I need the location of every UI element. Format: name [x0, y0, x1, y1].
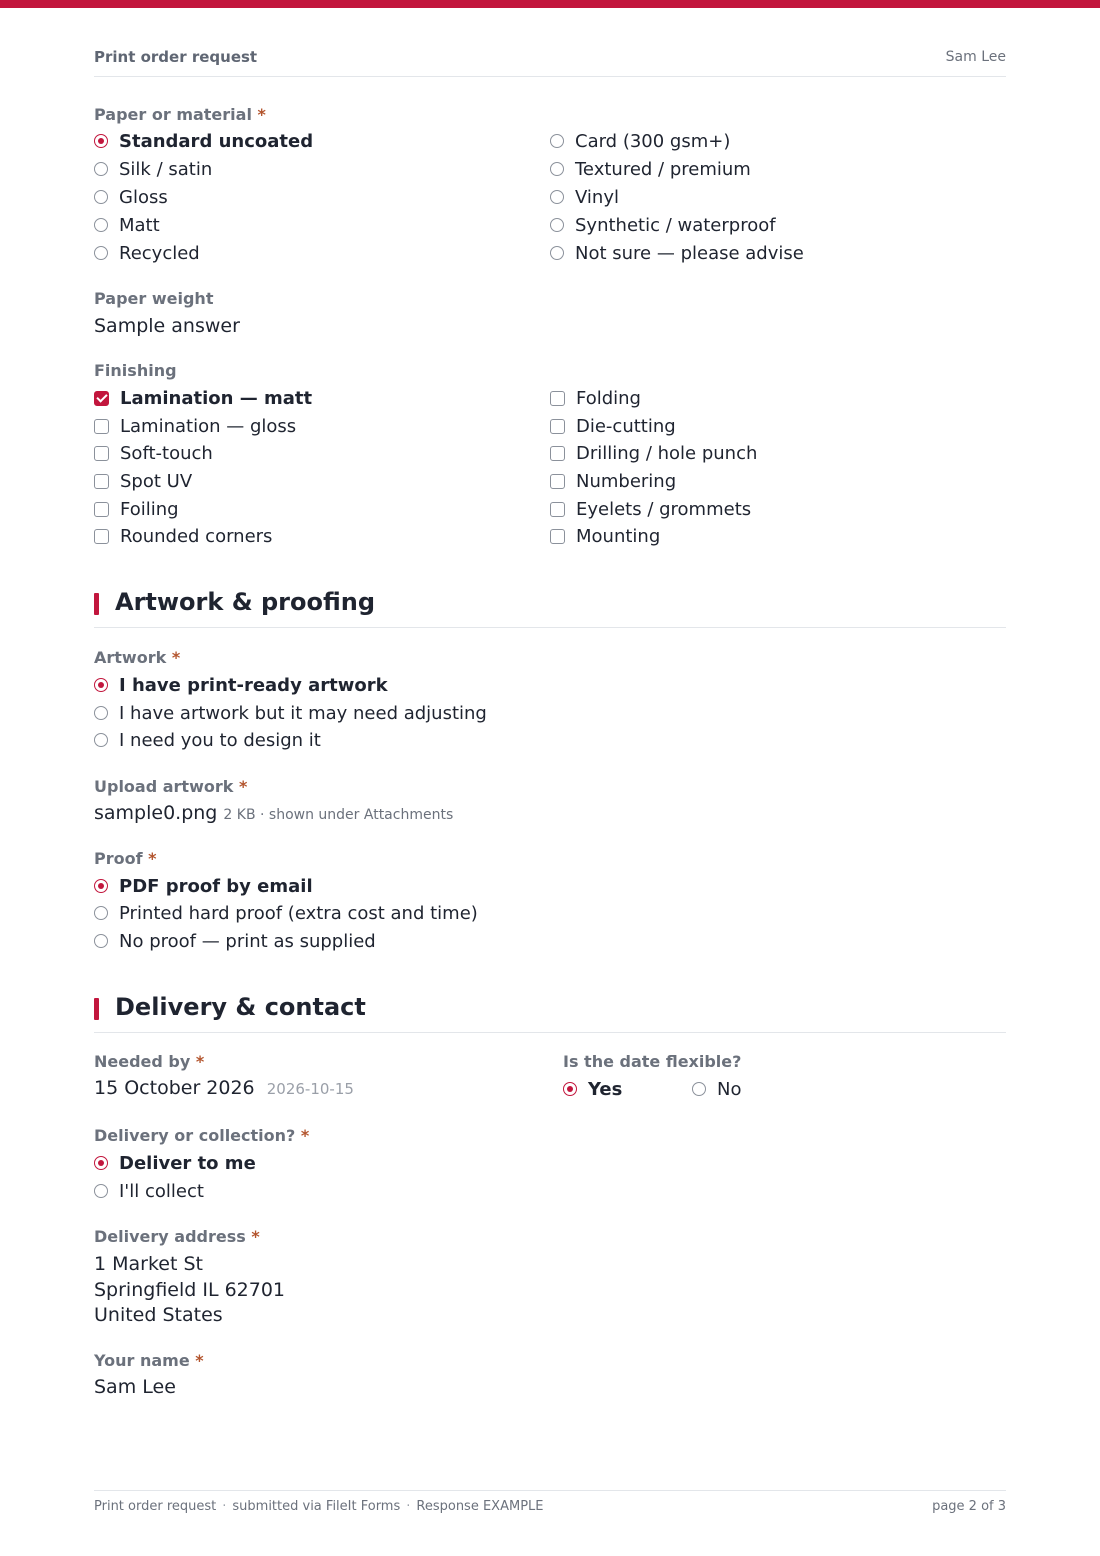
checkbox-icon [550, 529, 565, 544]
radio-icon [692, 1082, 706, 1096]
paper-option[interactable] [94, 212, 160, 238]
finishing-option[interactable] [94, 468, 192, 494]
page-header [94, 46, 1006, 77]
finishing-option[interactable] [550, 440, 757, 466]
required-marker: * [195, 1351, 204, 1370]
required-marker: * [300, 1126, 310, 1145]
needed-by-label [94, 1052, 204, 1071]
option-label: Soft-touch [120, 442, 213, 464]
proof-label-text: Proof [94, 849, 143, 868]
flexible-option-no[interactable] [692, 1076, 741, 1102]
section-artwork-proofing [94, 588, 1006, 628]
finishing-option[interactable] [550, 496, 751, 522]
option-label: Lamination — gloss [120, 415, 297, 437]
option-label: I have print-ready artwork [119, 674, 388, 696]
option-label: Drilling / hole punch [576, 442, 758, 464]
option-label: I'll collect [119, 1180, 204, 1202]
paper-option[interactable] [550, 240, 804, 266]
option-label: Matt [119, 214, 160, 236]
option-label: Rounded corners [120, 525, 273, 547]
option-label: Textured / premium [575, 158, 751, 180]
delivery-collection-label-text: Delivery or collection? [94, 1126, 296, 1145]
file-meta: 2 KB · shown under Attachments [223, 807, 454, 823]
needed-by-value [94, 1077, 354, 1099]
proof-label [94, 849, 157, 868]
footer-form-name: Print order request [94, 1499, 217, 1514]
checkbox-icon [94, 529, 109, 544]
option-label: Mounting [576, 525, 661, 547]
paper-option[interactable] [550, 128, 730, 154]
delivery-collection-label [94, 1126, 309, 1145]
section-accent-bar [94, 593, 99, 615]
checkbox-checked-icon [94, 391, 109, 406]
section-accent-bar [94, 998, 99, 1020]
option-label: Vinyl [575, 186, 619, 208]
uploaded-file [94, 802, 453, 824]
proof-option[interactable] [94, 873, 313, 899]
paper-material-label-text: Paper or material [94, 105, 252, 124]
option-label: No proof — print as supplied [119, 930, 376, 952]
date-flexible-label: Is the date flexible? [563, 1052, 742, 1071]
checkbox-icon [94, 474, 109, 489]
option-label: Deliver to me [119, 1152, 256, 1174]
finishing-option[interactable] [550, 523, 660, 549]
radio-icon [550, 190, 564, 204]
radio-icon [94, 934, 108, 948]
option-label: Printed hard proof (extra cost and time) [119, 902, 478, 924]
option-label: PDF proof by email [119, 875, 313, 897]
checkbox-icon [94, 419, 109, 434]
paper-weight-label: Paper weight [94, 289, 214, 308]
option-label: I have artwork but it may need adjusting [119, 702, 487, 724]
radio-icon [550, 246, 564, 260]
radio-icon [550, 162, 564, 176]
radio-icon [94, 190, 108, 204]
option-label: Eyelets / grommets [576, 498, 752, 520]
finishing-option[interactable] [550, 385, 641, 411]
finishing-option[interactable] [94, 523, 272, 549]
option-label: Folding [576, 387, 641, 409]
artwork-label-text: Artwork [94, 648, 167, 667]
needed-by-date: 15 October 2026 [94, 1077, 255, 1099]
finishing-option[interactable] [550, 468, 676, 494]
needed-by-label-text: Needed by [94, 1052, 191, 1071]
paper-material-label [94, 105, 266, 124]
finishing-label: Finishing [94, 361, 177, 380]
finishing-option[interactable] [94, 496, 179, 522]
option-label: Die-cutting [576, 415, 676, 437]
checkbox-icon [550, 502, 565, 517]
option-label: Standard uncoated [119, 130, 314, 152]
footer-separator: · [406, 1499, 411, 1514]
paper-option[interactable] [550, 212, 776, 238]
address-line: Springfield IL 62701 [94, 1278, 286, 1301]
finishing-option[interactable] [94, 413, 296, 439]
radio-icon [550, 218, 564, 232]
your-name-label-text: Your name [94, 1351, 190, 1370]
page-number: page 2 of 3 [932, 1499, 1006, 1514]
proof-option[interactable] [94, 900, 478, 926]
radio-icon [94, 706, 108, 720]
artwork-option[interactable] [94, 727, 321, 753]
respondent-name: Sam Lee [945, 49, 1006, 65]
radio-icon [94, 218, 108, 232]
required-marker: * [257, 105, 266, 124]
your-name-label [94, 1351, 204, 1370]
delivery-address-label [94, 1227, 260, 1246]
required-marker: * [251, 1227, 260, 1246]
option-label: Yes [588, 1078, 623, 1100]
form-title: Print order request [94, 48, 258, 66]
radio-selected-icon [563, 1082, 577, 1096]
page-footer [94, 1490, 1006, 1521]
finishing-option[interactable] [550, 413, 676, 439]
file-name[interactable]: sample0.png [94, 802, 218, 824]
artwork-option[interactable] [94, 672, 388, 698]
paper-option[interactable] [550, 184, 619, 210]
proof-option[interactable] [94, 928, 376, 954]
paper-option[interactable] [94, 156, 212, 182]
footer-info [94, 1499, 543, 1514]
required-marker: * [195, 1052, 205, 1071]
radio-icon [94, 1184, 108, 1198]
option-label: Recycled [119, 242, 200, 264]
paper-option[interactable] [94, 184, 168, 210]
option-label: No [717, 1078, 742, 1100]
radio-icon [94, 162, 108, 176]
delivery-option[interactable] [94, 1150, 256, 1176]
section-delivery-contact [94, 993, 1006, 1033]
radio-selected-icon [94, 134, 108, 148]
footer-submitted-via: submitted via FileIt Forms [232, 1499, 401, 1514]
radio-icon [94, 906, 108, 920]
address-line: United States [94, 1304, 223, 1326]
delivery-address-value [94, 1252, 285, 1329]
your-name-value: Sam Lee [94, 1376, 176, 1398]
upload-artwork-label [94, 777, 247, 796]
upload-artwork-label-text: Upload artwork [94, 777, 234, 796]
required-marker: * [171, 648, 181, 667]
radio-selected-icon [94, 1156, 108, 1170]
paper-option[interactable] [94, 240, 200, 266]
checkbox-icon [94, 446, 109, 461]
option-label: Card (300 gsm+) [575, 130, 731, 152]
checkbox-icon [550, 446, 565, 461]
option-label: Synthetic / waterproof [575, 214, 776, 236]
artwork-label [94, 648, 180, 667]
artwork-option[interactable] [94, 700, 487, 726]
radio-icon [94, 733, 108, 747]
option-label: Foiling [120, 498, 179, 520]
section-title: Delivery & contact [115, 993, 366, 1021]
option-label: Silk / satin [119, 158, 213, 180]
radio-selected-icon [94, 678, 108, 692]
checkbox-icon [550, 474, 565, 489]
flexible-option-yes[interactable] [563, 1076, 622, 1102]
checkbox-icon [94, 502, 109, 517]
option-label: Numbering [576, 470, 677, 492]
paper-weight-value: Sample answer [94, 315, 240, 337]
required-marker: * [238, 777, 248, 796]
required-marker: * [148, 849, 157, 868]
finishing-option[interactable] [94, 440, 213, 466]
delivery-option[interactable] [94, 1178, 204, 1204]
finishing-option[interactable] [94, 385, 312, 411]
radio-selected-icon [94, 879, 108, 893]
delivery-address-label-text: Delivery address [94, 1227, 246, 1246]
checkbox-icon [550, 391, 565, 406]
footer-separator: · [222, 1499, 227, 1514]
option-label: Spot UV [120, 470, 193, 492]
option-label: Gloss [119, 186, 168, 208]
radio-icon [550, 134, 564, 148]
accent-bar [0, 0, 1100, 8]
paper-option[interactable] [550, 156, 751, 182]
checkbox-icon [550, 419, 565, 434]
address-line: 1 Market St [94, 1253, 203, 1275]
paper-option[interactable] [94, 128, 313, 154]
needed-by-iso: 2026-10-15 [266, 1080, 354, 1098]
option-label: I need you to design it [119, 729, 321, 751]
footer-response-id: Response EXAMPLE [416, 1499, 544, 1514]
section-title: Artwork & proofing [115, 588, 376, 616]
option-label: Lamination — matt [120, 387, 313, 409]
radio-icon [94, 246, 108, 260]
option-label: Not sure — please advise [575, 242, 804, 264]
